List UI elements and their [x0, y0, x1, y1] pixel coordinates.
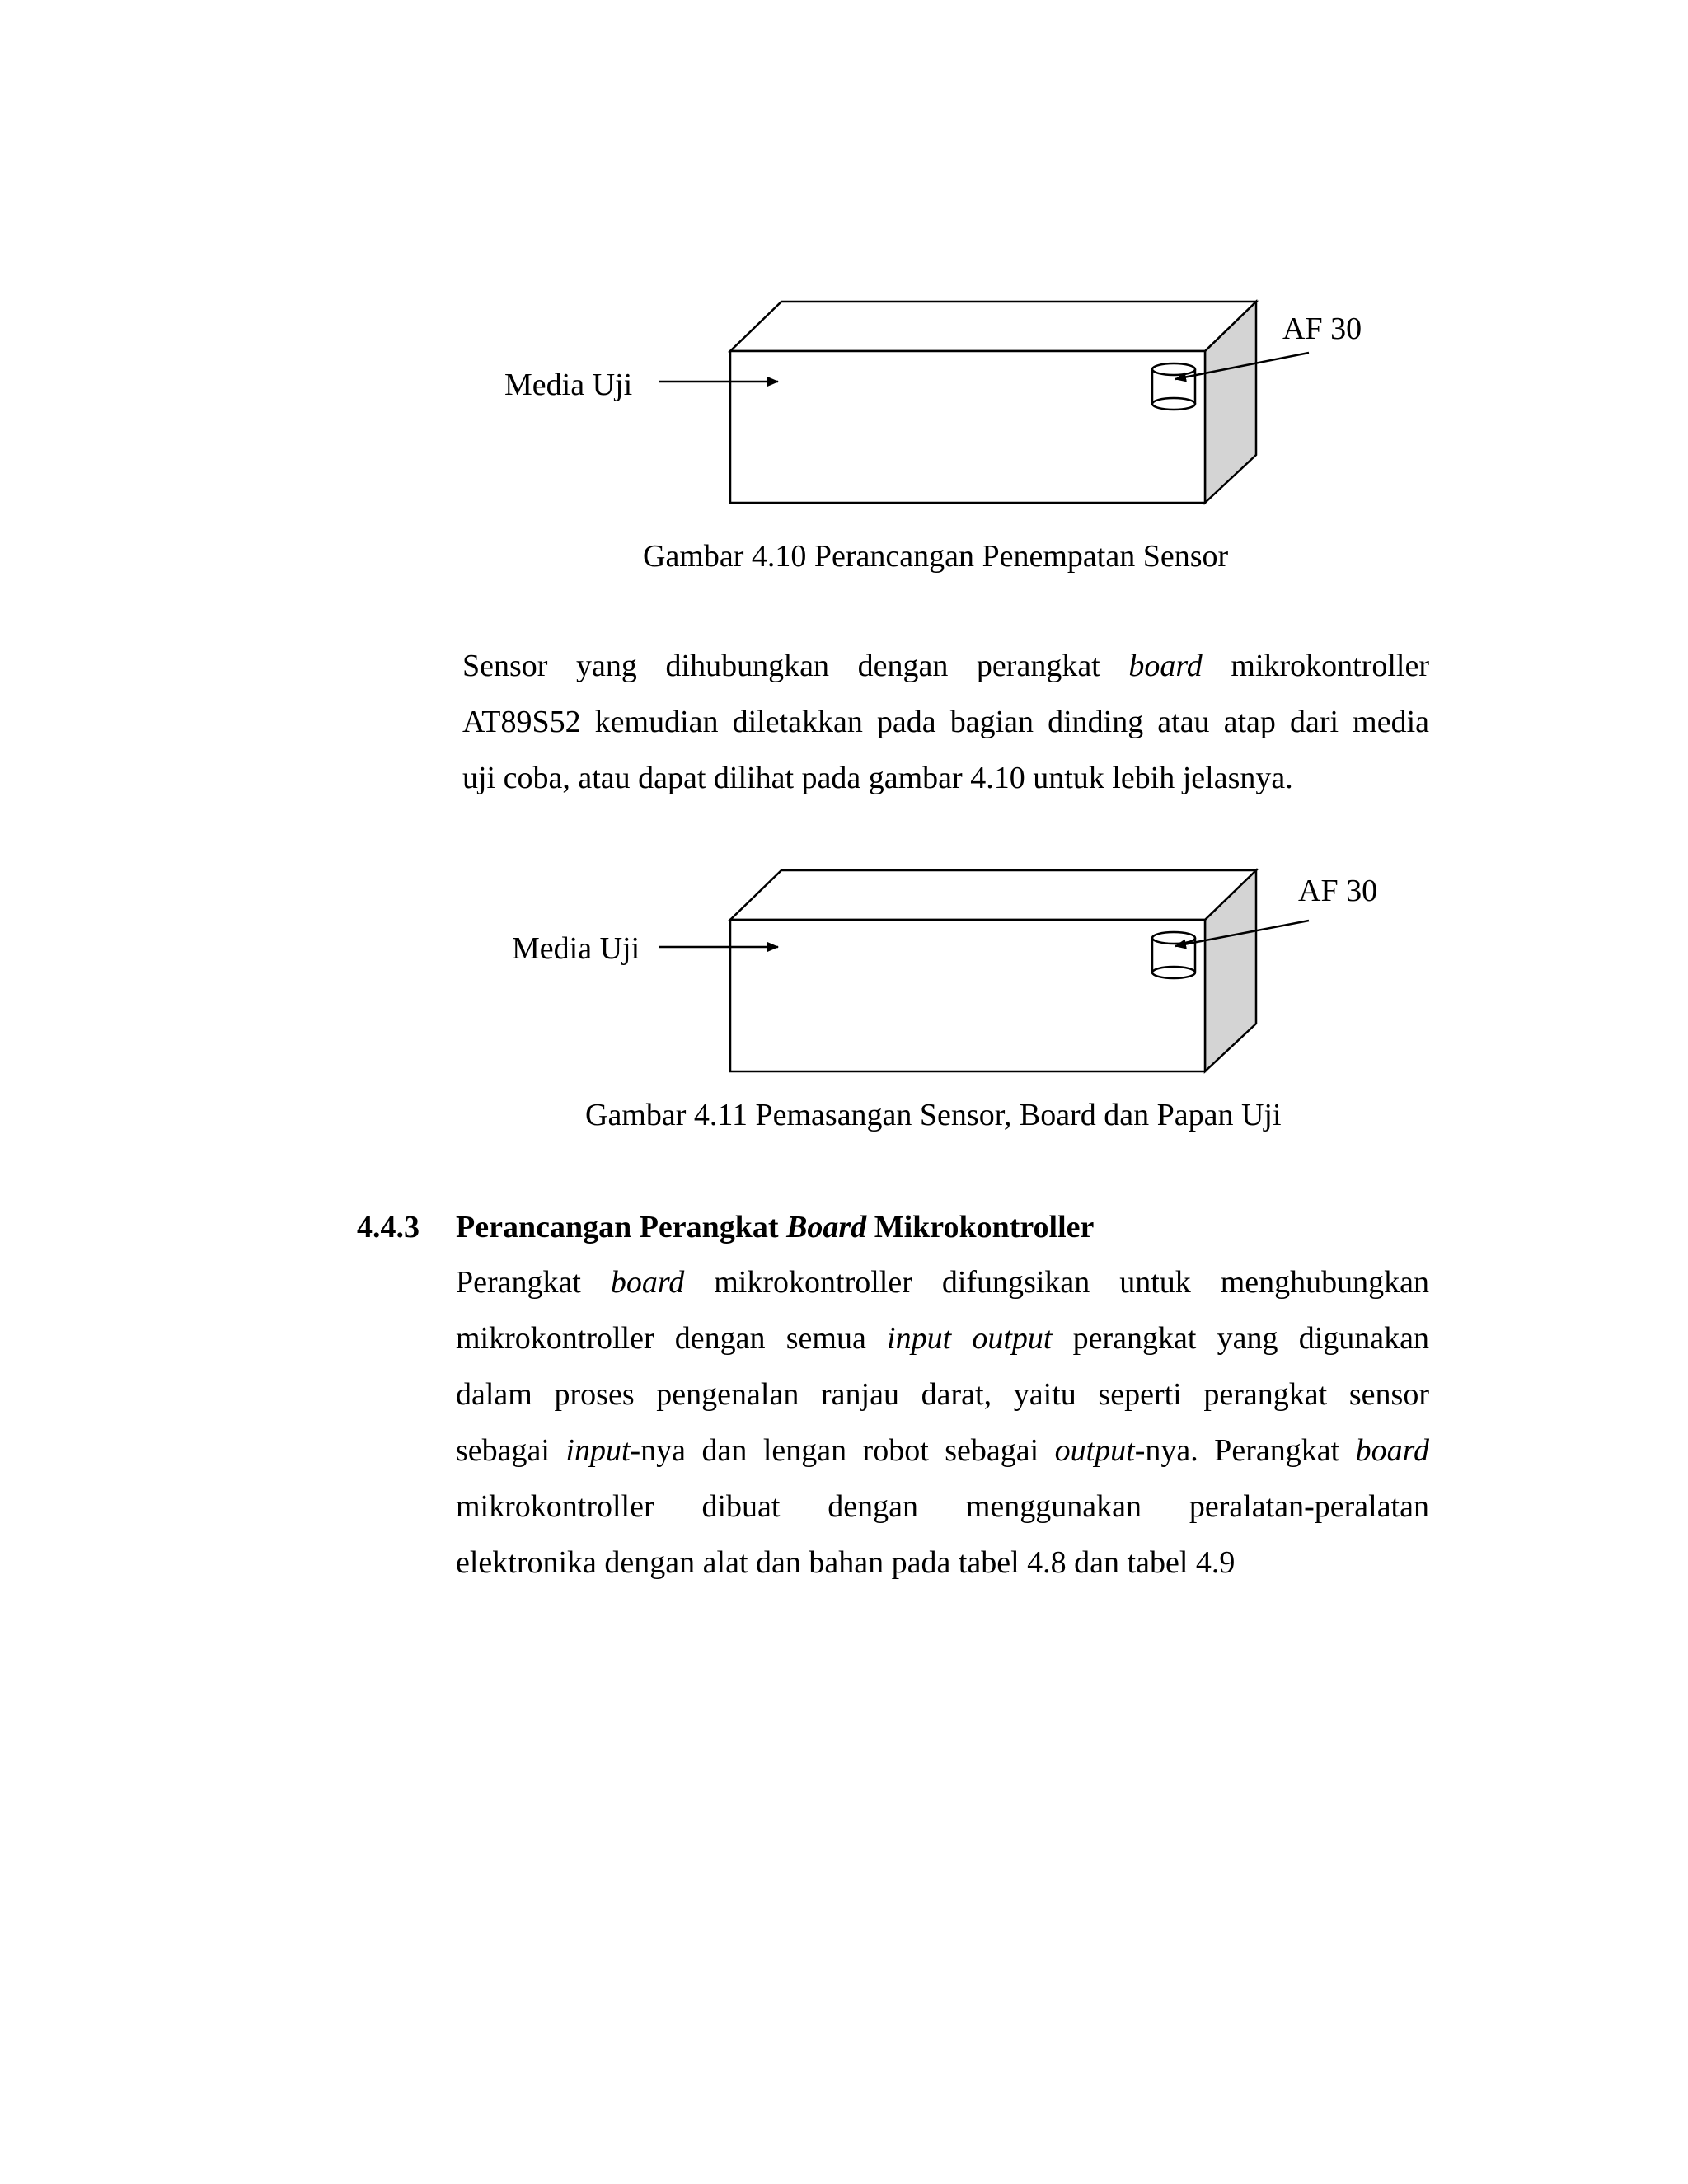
text-line: Sensor yang dihubungkan dengan perangkat board mikrokontroller [462, 649, 1429, 683]
paragraph-sensor-description [462, 638, 1429, 806]
af30-label: AF 30 [1298, 874, 1378, 908]
italic-term: board [1355, 1433, 1430, 1468]
text-line: sebagai input-nya dan lengan robot sebagai output-nya. Perangkat board [456, 1433, 1430, 1468]
figure-caption-4-10: Gambar 4.10 Perancangan Penempatan Sensor [643, 539, 1229, 574]
text-line: uji coba, atau dapat dilihat pada gambar 4.10 untuk lebih jelasnya. [462, 761, 1293, 795]
text-line: dalam proses pengenalan ranjau darat, yaitu seperti perangkat sensor [456, 1377, 1429, 1412]
italic-term: Board [786, 1210, 867, 1244]
italic-term: board [1128, 649, 1203, 683]
text-line: Perangkat board mikrokontroller difungsikan untuk menghubungkan [456, 1265, 1429, 1300]
text-line: mikrokontroller dengan semua input output perangkat yang digunakan [456, 1321, 1430, 1356]
text-line: mikrokontroller dibuat dengan menggunakan peralatan-peralatan [456, 1489, 1429, 1524]
italic-term: input [565, 1433, 631, 1468]
section-number: 4.4.3 [357, 1210, 420, 1244]
italic-term: output [1054, 1433, 1135, 1468]
box-front-face [730, 351, 1205, 503]
figure-caption-4-11: Gambar 4.11 Pemasangan Sensor, Board dan Papan Uji [585, 1098, 1282, 1132]
media-uji-label: Media Uji [512, 931, 640, 966]
italic-term: board [610, 1265, 685, 1300]
figure-sensor-installation [0, 824, 1688, 1170]
section-title: Perancangan Perangkat Board Mikrokontroller [456, 1210, 1095, 1244]
box-top-face [730, 302, 1256, 351]
text-line: elektronika dengan alat dan bahan pada tabel 4.8 dan tabel 4.9 [456, 1545, 1236, 1580]
box-top-face [730, 870, 1256, 920]
text-line: AT89S52 kemudian diletakkan pada bagian dinding atau atap dari media [462, 705, 1429, 739]
italic-term: input output [887, 1321, 1053, 1356]
box-front-face [730, 920, 1205, 1071]
media-uji-label: Media Uji [504, 368, 633, 402]
figure-sensor-placement [0, 0, 1688, 593]
box-diagram-1 [0, 0, 1688, 593]
paragraph-board-description [456, 1254, 1429, 1591]
af30-label: AF 30 [1282, 312, 1362, 346]
